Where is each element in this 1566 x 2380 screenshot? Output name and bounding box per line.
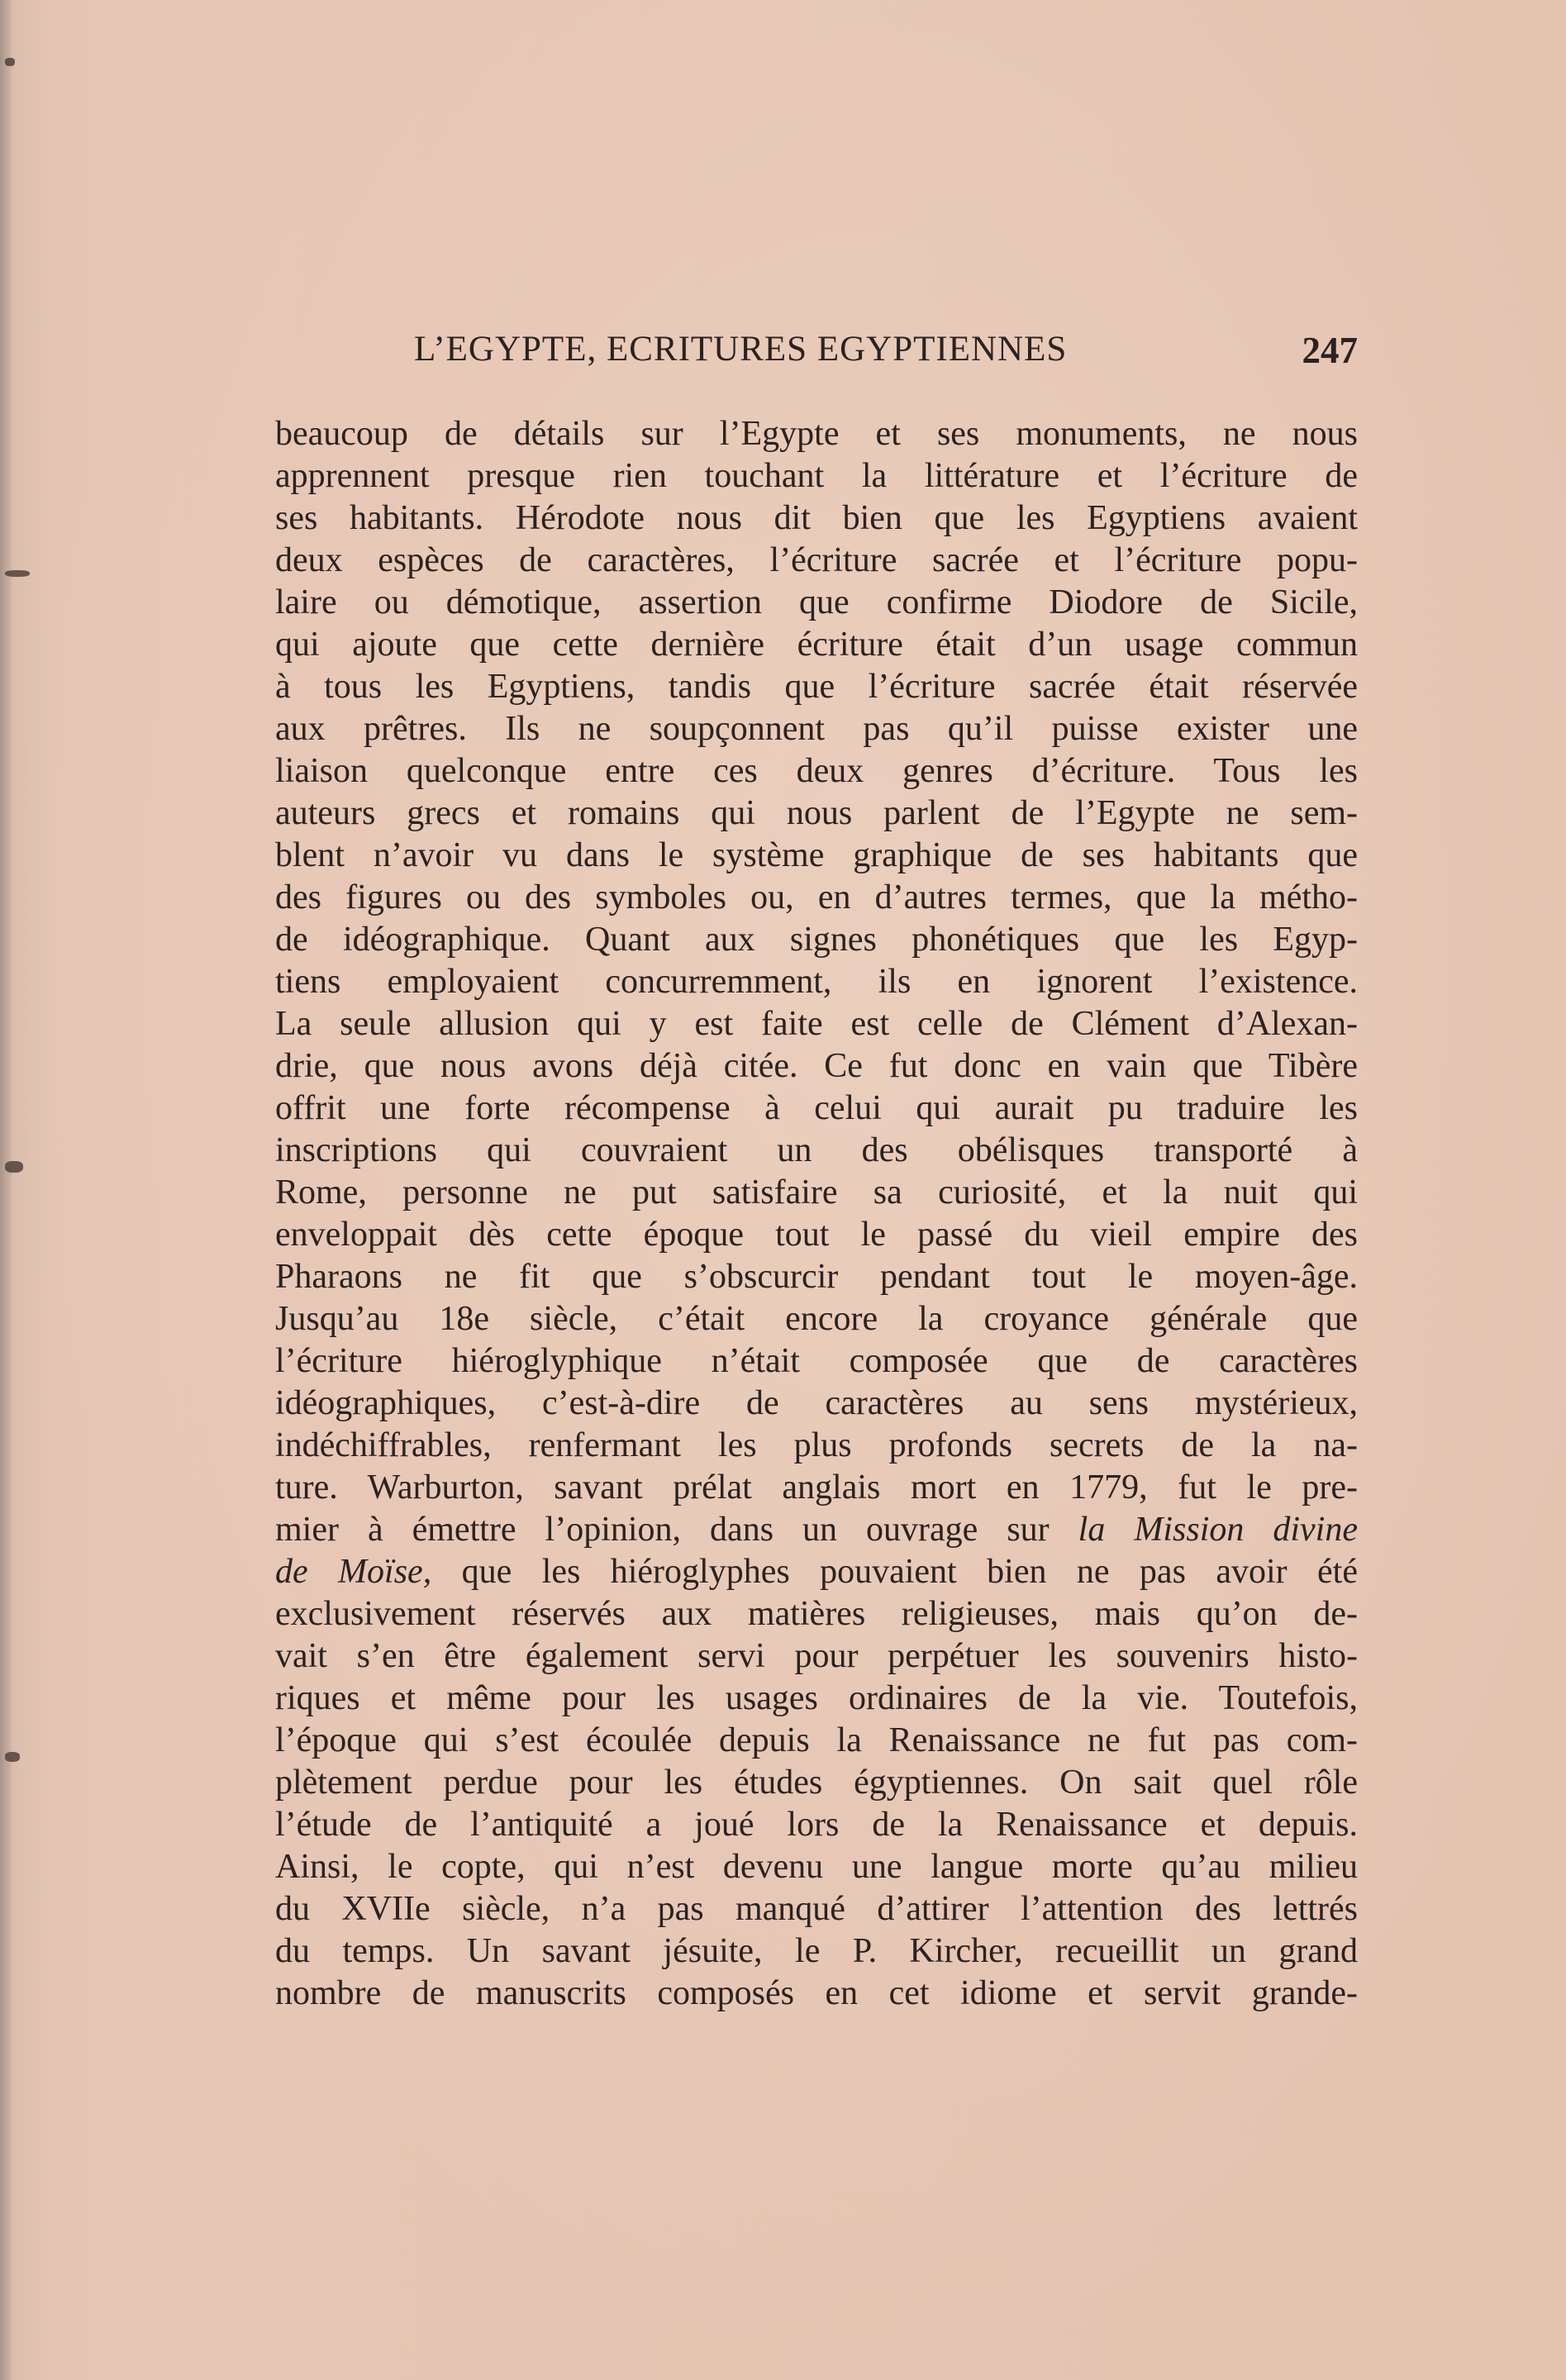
text-line: inscriptions qui couvraient un des obélisques transporté à <box>275 1131 1358 1169</box>
text-line: enveloppait dès cette époque tout le passé du vieil empire des <box>275 1216 1358 1254</box>
text-line: à tous les Egyptiens, tandis que l’écriture sacrée était réservée <box>275 668 1358 706</box>
text-line: de idéographique. Quant aux signes phonétiques que les Egyp- <box>275 921 1358 959</box>
text-line: idéographiques, c’est-à-dire de caractères au sens mystérieux, <box>275 1384 1358 1422</box>
text-line: blent n’avoir vu dans le système graphique de ses habitants que <box>275 836 1358 874</box>
text-line: nombre de manuscrits composés en cet idiome et servit grande- <box>275 1974 1358 2012</box>
text-line: vait s’en être également servi pour perpétuer les souvenirs histo- <box>275 1637 1358 1675</box>
text-line: auteurs grecs et romains qui nous parlent de l’Egypte ne sem- <box>275 794 1358 832</box>
text-line: Rome, personne ne put satisfaire sa curiosité, et la nuit qui <box>275 1173 1358 1211</box>
italic-title-part: la Mission divine <box>1078 1511 1358 1549</box>
text-line: Jusqu’au 18e siècle, c’était encore la croyance générale que <box>275 1300 1358 1338</box>
text-line: l’écriture hiéroglyphique n’était composée que de caractères <box>275 1342 1358 1380</box>
text-line-with-italic <box>275 1551 1358 1593</box>
margin-speck <box>5 58 15 66</box>
page-binding-edge <box>0 0 12 2380</box>
text-line: l’étude de l’antiquité a joué lors de la Renaissance et depuis. <box>275 1806 1358 1844</box>
text-line: plètement perdue pour les études égyptiennes. On sait quel rôle <box>275 1764 1358 1802</box>
text-line: du XVIIe siècle, n’a pas manqué d’attirer l’attention des lettrés <box>275 1890 1358 1928</box>
italic-title-part: de Moïse, <box>275 1553 432 1591</box>
text-line: laire ou démotique, assertion que confirme Diodore de Sicile, <box>275 583 1358 621</box>
margin-speck <box>5 1161 23 1173</box>
text-segment: que les hiéroglyphes pouvaient bien ne pas avoir été <box>431 1553 1358 1591</box>
text-line: apprennent presque rien touchant la littérature et l’écriture de <box>275 457 1358 495</box>
text-line: Ainsi, le copte, qui n’est devenu une langue morte qu’au milieu <box>275 1848 1358 1886</box>
text-line: beaucoup de détails sur l’Egypte et ses monuments, ne nous <box>275 415 1358 453</box>
text-line: La seule allusion qui y est faite est celle de Clément d’Alexan- <box>275 1005 1358 1043</box>
text-line: Pharaons ne fit que s’obscurcir pendant tout le moyen-âge. <box>275 1258 1358 1296</box>
text-line: riques et même pour les usages ordinaires de la vie. Toutefois, <box>275 1679 1358 1717</box>
body-text <box>275 413 1358 2015</box>
running-title: L’EGYPTE, ECRITURES EGYPTIENNES <box>414 330 1068 369</box>
text-line: exclusivement réservés aux matières religieuses, mais qu’on de- <box>275 1595 1358 1633</box>
text-line: indéchiffrables, renfermant les plus profonds secrets de la na- <box>275 1426 1358 1464</box>
text-line: ses habitants. Hérodote nous dit bien que les Egyptiens avaient <box>275 499 1358 537</box>
text-line: des figures ou des symboles ou, en d’autres termes, que la métho- <box>275 878 1358 916</box>
page-number: 247 <box>1302 330 1358 371</box>
text-line: du temps. Un savant jésuite, le P. Kircher, recueillit un grand <box>275 1932 1358 1970</box>
text-segment: mier à émettre l’opinion, dans un ouvrage sur <box>275 1511 1078 1549</box>
margin-speck <box>5 570 30 577</box>
text-line: offrit une forte récompense à celui qui aurait pu traduire les <box>275 1089 1358 1127</box>
text-line-with-italic <box>275 1509 1358 1551</box>
running-head <box>275 329 1358 378</box>
text-line: liaison quelconque entre ces deux genres d’écriture. Tous les <box>275 752 1358 790</box>
text-line: aux prêtres. Ils ne soupçonnent pas qu’il puisse exister une <box>275 710 1358 748</box>
margin-speck <box>5 1752 20 1762</box>
text-line: deux espèces de caractères, l’écriture sacrée et l’écriture popu- <box>275 541 1358 579</box>
text-line: l’époque qui s’est écoulée depuis la Renaissance ne fut pas com- <box>275 1721 1358 1759</box>
text-line: ture. Warburton, savant prélat anglais mort en 1779, fut le pre- <box>275 1468 1358 1507</box>
text-line: tiens employaient concurremment, ils en ignorent l’existence. <box>275 963 1358 1001</box>
text-line: qui ajoute que cette dernière écriture était d’un usage commun <box>275 626 1358 664</box>
text-line: drie, que nous avons déjà citée. Ce fut donc en vain que Tibère <box>275 1047 1358 1085</box>
